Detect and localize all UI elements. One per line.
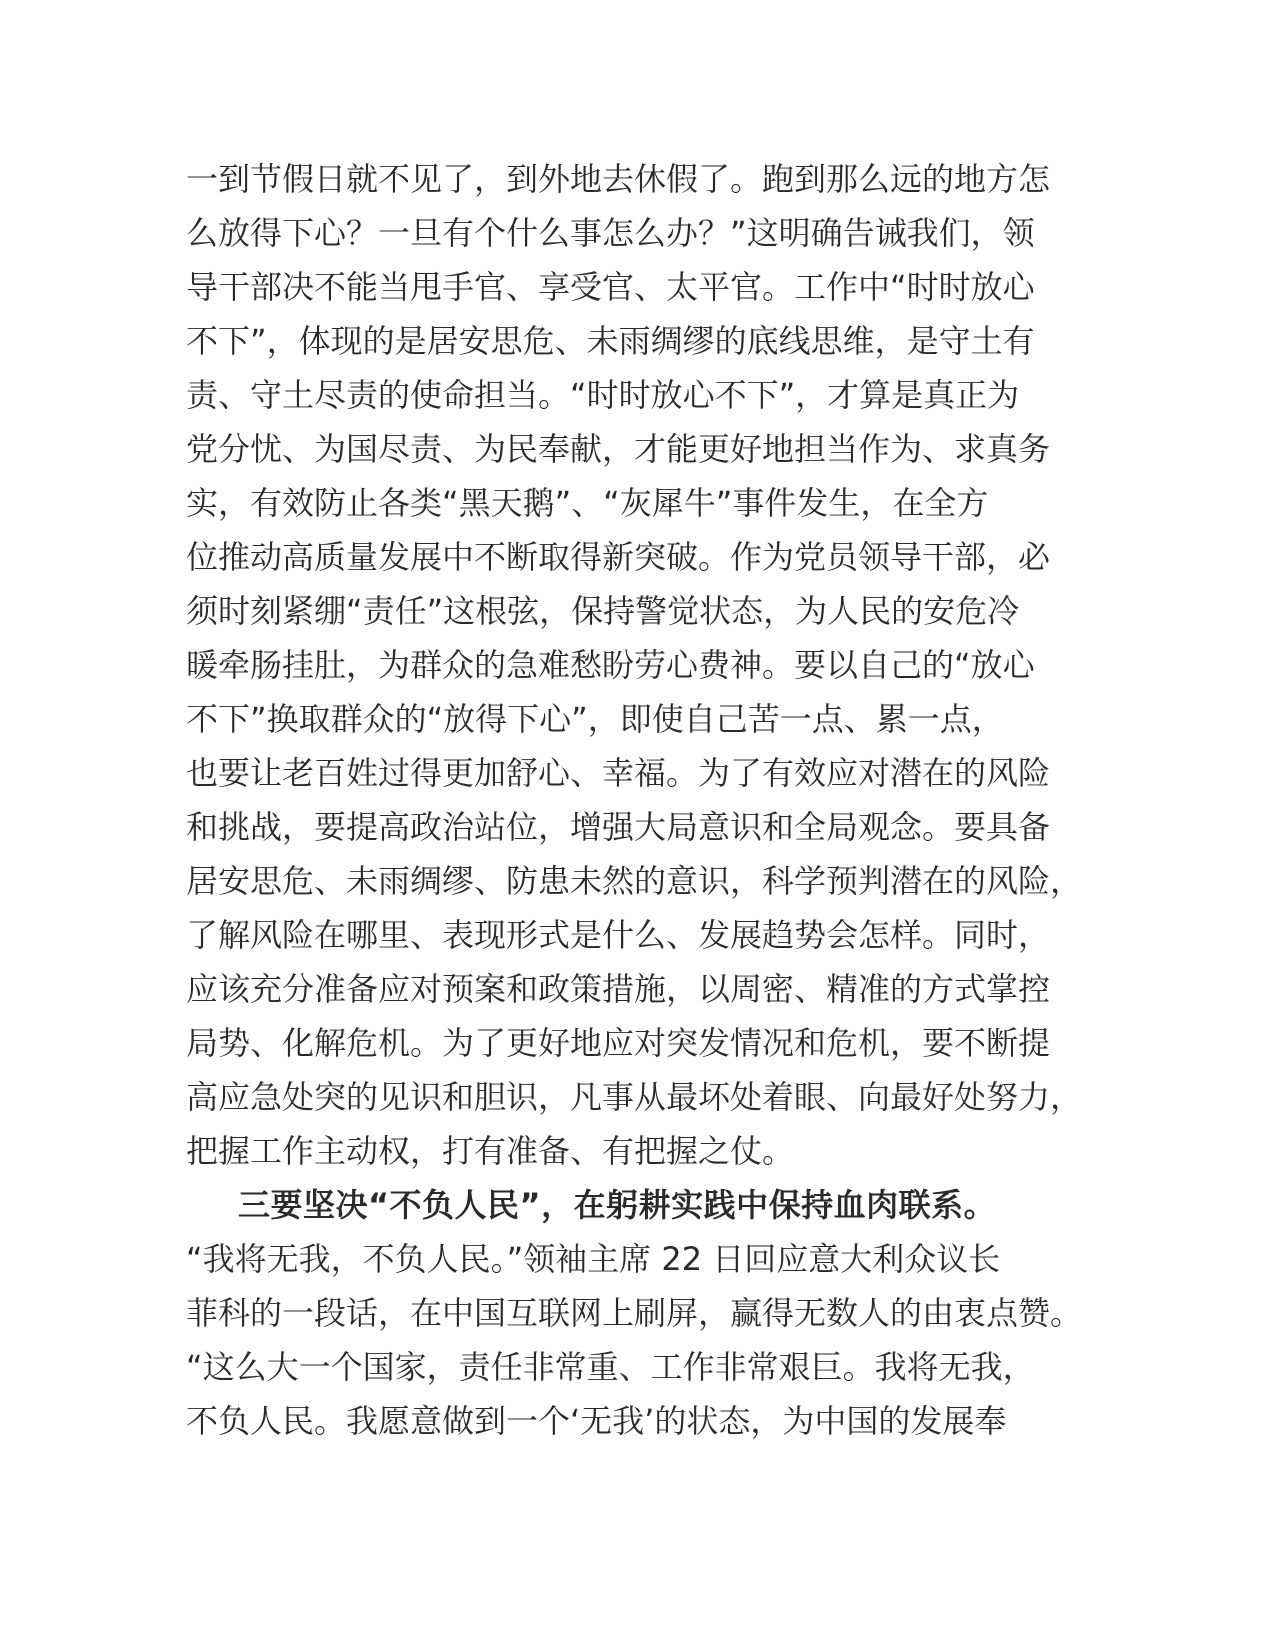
paragraph-line: 须时刻紧绷“责任”这根弦，保持警觉状态，为人民的安危冷 bbox=[186, 592, 1020, 630]
paragraph-line: 位推动高质量发展中不断取得新突破。作为党员领导干部，必 bbox=[186, 538, 1051, 576]
paragraph-line: 菲科的一段话，在中国互联网上刷屏，赢得无数人的由衷点赞。 bbox=[186, 1294, 1083, 1332]
paragraph-line: “我将无我，不负人民。”领袖主席 22 日回应意大利众议长 bbox=[186, 1240, 1001, 1278]
paragraph-line: 高应急处突的见识和胆识，凡事从最坏处着眼、向最好处努力， bbox=[186, 1078, 1083, 1116]
paragraph-line: 不下”换取群众的“放得下心”，即使自己苦一点、累一点， bbox=[186, 700, 1004, 738]
paragraph-line: 把握工作主动权，打有准备、有把握之仗。 bbox=[186, 1132, 795, 1170]
paragraph-line: 一到节假日就不见了，到外地去休假了。跑到那么远的地方怎 bbox=[186, 160, 1051, 198]
paragraph-line: 应该充分准备应对预案和政策措施，以周密、精准的方式掌控 bbox=[186, 970, 1051, 1008]
paragraph-line: 了解风险在哪里、表现形式是什么、发展趋势会怎样。同时， bbox=[186, 916, 1051, 954]
paragraph-line: 不下”，体现的是居安思危、未雨绸缪的底线思维，是守土有 bbox=[186, 322, 1035, 360]
section-heading: 三要坚决“不负人民”，在躬耕实践中保持血肉联系。 bbox=[238, 1186, 997, 1224]
paragraph-line: “这么大一个国家，责任非常重、工作非常艰巨。我将无我， bbox=[186, 1348, 1035, 1386]
paragraph-line: 也要让老百姓过得更加舒心、幸福。为了有效应对潜在的风险 bbox=[186, 754, 1051, 792]
paragraph-line: 党分忧、为国尽责、为民奉献，才能更好地担当作为、求真务 bbox=[186, 430, 1051, 468]
paragraph-line: 不负人民。我愿意做到一个‘无我’的状态，为中国的发展奉 bbox=[186, 1402, 1007, 1440]
paragraph-line: 和挑战，要提高政治站位，增强大局意识和全局观念。要具备 bbox=[186, 808, 1051, 846]
paragraph-line: 么放得下心？一旦有个什么事怎么办？”这明确告诫我们，领 bbox=[186, 214, 1035, 252]
paragraph-line: 实，有效防止各类“黑天鹅”、“灰犀牛”事件发生，在全方 bbox=[186, 484, 989, 522]
paragraph-line: 导干部决不能当甩手官、享受官、太平官。工作中“时时放心 bbox=[186, 268, 1035, 306]
paragraph-line: 责、守土尽责的使命担当。“时时放心不下”，才算是真正为 bbox=[186, 376, 1020, 414]
paragraph-line: 局势、化解危机。为了更好地应对突发情况和危机，要不断提 bbox=[186, 1024, 1051, 1062]
paragraph-line: 暖牵肠挂肚，为群众的急难愁盼劳心费神。要以自己的“放心 bbox=[186, 646, 1035, 684]
paragraph-line: 居安思危、未雨绸缪、防患未然的意识，科学预判潜在的风险， bbox=[186, 862, 1083, 900]
body-text bbox=[186, 152, 1106, 1448]
